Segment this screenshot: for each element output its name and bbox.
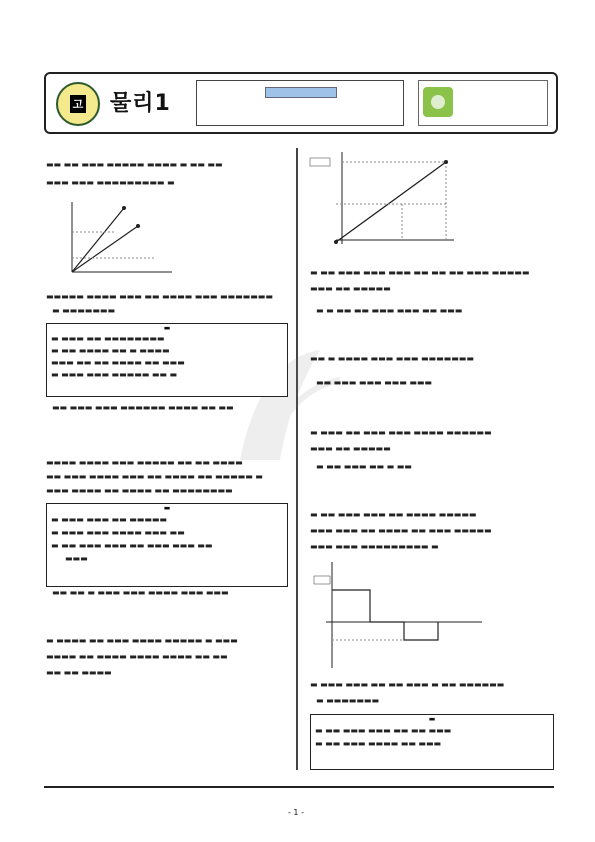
q2-choice-box	[46, 503, 288, 587]
q2-box-title: ▬	[163, 504, 171, 512]
q6-line-1: ▬ ▬▬▬ ▬▬ ▬▬▬ ▬▬▬ ▬▬▬▬ ▬▬▬▬▬▬	[310, 428, 492, 437]
q1-choice-box	[46, 323, 288, 397]
q6-options: ▬ ▬▬ ▬▬▬ ▬▬ ▬ ▬▬	[316, 462, 412, 471]
document-header	[44, 72, 558, 134]
q7-line-1: ▬ ▬▬ ▬▬▬ ▬▬▬ ▬▬ ▬▬▬▬ ▬▬▬▬▬	[310, 510, 477, 519]
q1-line-4: ▬ ▬▬▬▬▬▬▬	[52, 306, 116, 315]
q2-line-1: ▬▬▬▬ ▬▬▬▬ ▬▬▬ ▬▬▬▬▬ ▬▬ ▬▬ ▬▬▬▬	[46, 458, 243, 467]
q3-line-2: ▬▬▬▬ ▬▬ ▬▬▬▬ ▬▬▬▬ ▬▬▬▬ ▬▬ ▬▬	[46, 652, 228, 661]
q1-line-1: ▬▬ ▬▬ ▬▬▬ ▬▬▬▬▬ ▬▬▬▬ ▬ ▬▬ ▬▬	[46, 160, 223, 169]
q2-box-line-4: ▬▬▬	[65, 554, 88, 563]
exam-info-box	[196, 80, 404, 126]
q2-answers: ▬▬ ▬▬ ▬ ▬▬▬ ▬▬▬ ▬▬▬▬ ▬▬▬ ▬▬▬	[52, 588, 229, 597]
q7-line-2: ▬▬▬ ▬▬▬ ▬▬ ▬▬▬▬ ▬▬ ▬▬▬ ▬▬▬▬▬	[310, 526, 492, 535]
q1-box-line-1: ▬ ▬▬▬ ▬▬ ▬▬▬▬▬▬▬▬	[51, 334, 165, 343]
q6-line-2: ▬▬▬ ▬▬ ▬▬▬▬▬	[310, 444, 391, 453]
q1-answers: ▬▬ ▬▬▬ ▬▬▬ ▬▬▬▬▬▬ ▬▬▬▬ ▬▬ ▬▬	[52, 403, 234, 412]
q7-choice-box	[310, 714, 554, 770]
q2-box-line-2: ▬ ▬▬▬ ▬▬▬ ▬▬▬▬ ▬▬▬ ▬▬	[51, 528, 185, 537]
q1-box-line-4: ▬ ▬▬▬ ▬▬▬ ▬▬▬▬▬ ▬▬ ▬	[51, 370, 178, 379]
q7-box-line-1: ▬ ▬▬ ▬▬▬ ▬▬▬ ▬▬ ▬▬ ▬▬▬	[315, 726, 452, 735]
badge-label: 고	[70, 95, 87, 113]
q1-box-line-2: ▬ ▬▬ ▬▬▬▬ ▬▬ ▬ ▬▬▬▬	[51, 346, 170, 355]
q7-line-3: ▬▬▬ ▬▬▬ ▬▬▬▬▬▬▬▬▬ ▬	[310, 542, 439, 551]
publisher-logo	[418, 80, 548, 126]
page-number: - 1 -	[288, 808, 304, 817]
q1-line-2: ▬▬▬ ▬▬▬ ▬▬▬▬▬▬▬▬▬ ▬	[46, 178, 175, 187]
q1-box-title: ▬	[163, 324, 171, 332]
q5-line-1: ▬▬ ▬ ▬▬▬▬ ▬▬▬ ▬▬▬ ▬▬▬▬▬▬▬	[310, 354, 474, 363]
q7-line-4: ▬ ▬▬▬ ▬▬▬ ▬▬ ▬▬ ▬▬▬ ▬ ▬▬ ▬▬▬▬▬▬	[310, 680, 505, 689]
subject-title: 물리1	[110, 91, 171, 116]
q1-graph	[56, 198, 176, 278]
q1-box-line-3: ▬▬▬ ▬▬ ▬▬ ▬▬▬▬ ▬▬ ▬▬▬	[51, 358, 185, 367]
publisher-emblem-icon	[423, 87, 453, 117]
footer-rule	[44, 786, 554, 788]
q3-line-1: ▬ ▬▬▬▬ ▬▬ ▬▬▬ ▬▬▬▬ ▬▬▬▬▬ ▬ ▬▬▬	[46, 636, 238, 645]
q5-options: ▬▬ ▬▬▬ ▬▬▬ ▬▬▬ ▬▬▬	[316, 378, 432, 387]
q1-line-3: ▬▬▬▬▬ ▬▬▬▬ ▬▬▬ ▬▬ ▬▬▬▬ ▬▬▬ ▬▬▬▬▬▬▬	[46, 292, 273, 301]
q7-graph	[312, 560, 484, 670]
q7-box-title: ▬	[428, 715, 436, 723]
q4-line-1: ▬ ▬▬ ▬▬▬ ▬▬▬ ▬▬▬ ▬▬ ▬▬ ▬▬ ▬▬▬ ▬▬▬▬▬	[310, 268, 530, 277]
q3-line-3: ▬▬ ▬▬ ▬▬▬▬	[46, 668, 112, 677]
q7-line-5: ▬ ▬▬▬▬▬▬▬	[316, 696, 380, 705]
q4-options: ▬ ▬ ▬▬ ▬▬ ▬▬▬ ▬▬▬ ▬▬ ▬▬▬	[316, 306, 463, 315]
q2-box-line-3: ▬ ▬▬ ▬▬▬ ▬▬▬ ▬▬ ▬▬▬ ▬▬▬ ▬▬	[51, 541, 213, 550]
q7-box-line-2: ▬ ▬▬ ▬▬▬ ▬▬▬▬ ▬▬ ▬▬▬	[315, 739, 442, 748]
exam-info-title	[265, 87, 337, 98]
q4-graph	[308, 148, 458, 252]
school-badge	[56, 82, 100, 126]
q2-line-2: ▬▬ ▬▬▬ ▬▬▬▬ ▬▬▬ ▬▬ ▬▬▬▬ ▬▬ ▬▬▬▬▬ ▬	[46, 472, 263, 481]
q4-line-2: ▬▬▬ ▬▬ ▬▬▬▬▬	[310, 284, 391, 293]
q2-line-3: ▬▬▬ ▬▬▬▬ ▬▬ ▬▬▬▬ ▬▬ ▬▬▬▬▬▬▬▬	[46, 486, 233, 495]
q2-box-line-1: ▬ ▬▬▬ ▬▬▬ ▬▬ ▬▬▬▬▬	[51, 515, 167, 524]
